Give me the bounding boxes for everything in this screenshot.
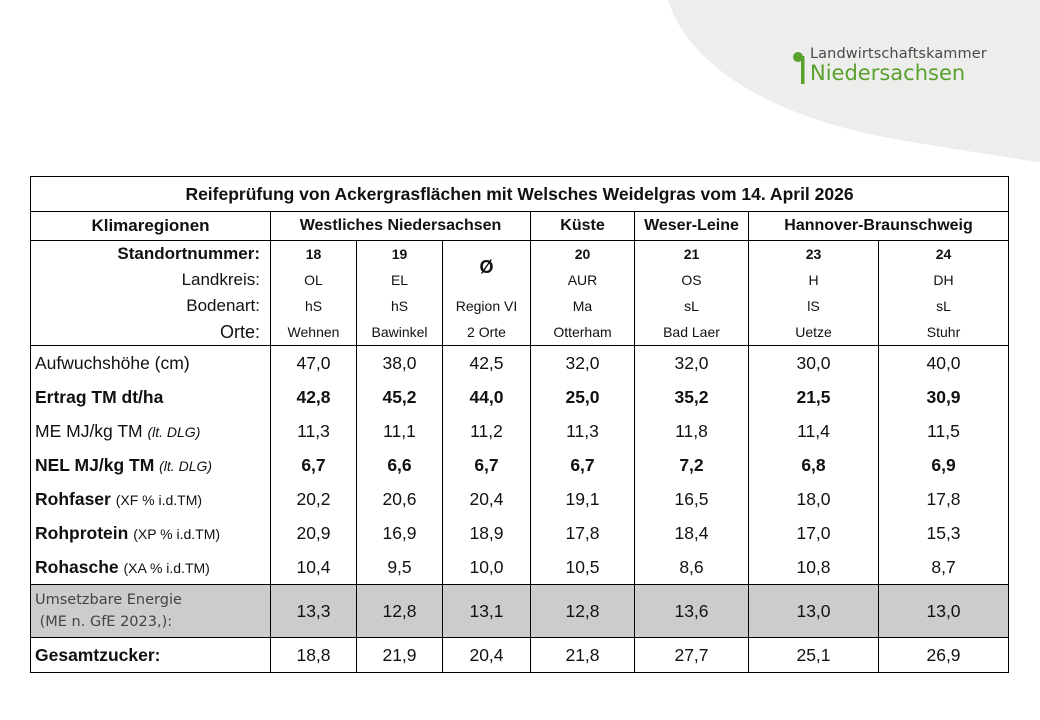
value-cell: 20,4 xyxy=(443,482,531,516)
bodenart-cell: sL xyxy=(635,293,749,319)
value-cell: 6,8 xyxy=(749,448,879,482)
ort-cell: Bad Laer xyxy=(635,319,749,346)
value-cell: 10,8 xyxy=(749,550,879,585)
regions-label: Klimaregionen xyxy=(31,212,271,241)
value-cell: 47,0 xyxy=(271,346,357,381)
standort-label: Standortnummer: xyxy=(31,241,271,268)
value-cell: 11,3 xyxy=(271,414,357,448)
table-row xyxy=(31,414,1009,448)
value-cell: 13,0 xyxy=(749,585,879,638)
value-cell: 35,2 xyxy=(635,380,749,414)
landkreis-cell: DH xyxy=(879,267,1009,293)
region-kueste: Küste xyxy=(531,212,635,241)
value-cell: 15,3 xyxy=(879,516,1009,550)
value-cell: 21,5 xyxy=(749,380,879,414)
row-label: Rohasche (XA % i.d.TM) xyxy=(31,550,271,585)
row-label: Ertrag TM dt/ha xyxy=(31,380,271,414)
table-row xyxy=(31,516,1009,550)
table-row xyxy=(31,550,1009,585)
orte-label: Orte: xyxy=(31,319,271,346)
value-cell: 17,8 xyxy=(531,516,635,550)
value-cell: 13,0 xyxy=(879,585,1009,638)
landkreis-cell: H xyxy=(749,267,879,293)
value-cell: 25,1 xyxy=(749,638,879,673)
value-cell: 9,5 xyxy=(357,550,443,585)
value-cell: 16,5 xyxy=(635,482,749,516)
landkreis-cell: OL xyxy=(271,267,357,293)
standort-24: 24 xyxy=(879,241,1009,268)
landkreis-cell: EL xyxy=(357,267,443,293)
bodenart-label: Bodenart: xyxy=(31,293,271,319)
value-cell: 21,9 xyxy=(357,638,443,673)
value-cell: 18,9 xyxy=(443,516,531,550)
value-cell: 10,0 xyxy=(443,550,531,585)
value-cell: 18,8 xyxy=(271,638,357,673)
value-cell: 45,2 xyxy=(357,380,443,414)
value-cell: 44,0 xyxy=(443,380,531,414)
value-cell: 12,8 xyxy=(357,585,443,638)
value-cell: 16,9 xyxy=(357,516,443,550)
standort-21: 21 xyxy=(635,241,749,268)
ort-cell: Otterham xyxy=(531,319,635,346)
value-cell: 20,6 xyxy=(357,482,443,516)
bodenart-cell: lS xyxy=(749,293,879,319)
regions-row xyxy=(31,212,1009,241)
region-hannover: Hannover-Braunschweig xyxy=(749,212,1009,241)
value-cell: 13,6 xyxy=(635,585,749,638)
ort-cell: Bawinkel xyxy=(357,319,443,346)
value-cell: 6,9 xyxy=(879,448,1009,482)
table-title-row xyxy=(31,177,1009,212)
bodenart-cell: Region VI xyxy=(443,293,531,319)
value-cell: 11,1 xyxy=(357,414,443,448)
value-cell: 11,2 xyxy=(443,414,531,448)
value-cell: 13,3 xyxy=(271,585,357,638)
energy-label: Umsetzbare Energie (ME n. GfE 2023,): xyxy=(31,585,271,638)
value-cell: 8,7 xyxy=(879,550,1009,585)
results-table xyxy=(30,176,1009,673)
table-row xyxy=(31,448,1009,482)
value-cell: 10,4 xyxy=(271,550,357,585)
value-cell: 11,8 xyxy=(635,414,749,448)
value-cell: 20,4 xyxy=(443,638,531,673)
bodenart-row xyxy=(31,293,1009,319)
ort-cell: Stuhr xyxy=(879,319,1009,346)
landkreis-cell: OS xyxy=(635,267,749,293)
bodenart-cell: hS xyxy=(271,293,357,319)
value-cell: 6,7 xyxy=(271,448,357,482)
ort-cell: 2 Orte xyxy=(443,319,531,346)
row-label: NEL MJ/kg TM (lt. DLG) xyxy=(31,448,271,482)
value-cell: 32,0 xyxy=(635,346,749,381)
value-cell: 6,6 xyxy=(357,448,443,482)
row-label: Aufwuchshöhe (cm) xyxy=(31,346,271,381)
value-cell: 7,2 xyxy=(635,448,749,482)
value-cell: 20,2 xyxy=(271,482,357,516)
value-cell: 18,0 xyxy=(749,482,879,516)
value-cell: 27,7 xyxy=(635,638,749,673)
value-cell: 10,5 xyxy=(531,550,635,585)
value-cell: 11,5 xyxy=(879,414,1009,448)
standort-row xyxy=(31,241,1009,268)
landkreis-cell: AUR xyxy=(531,267,635,293)
table-row xyxy=(31,380,1009,414)
standort-18: 18 xyxy=(271,241,357,268)
landkreis-label: Landkreis: xyxy=(31,267,271,293)
value-cell: 25,0 xyxy=(531,380,635,414)
table-row xyxy=(31,346,1009,381)
value-cell: 13,1 xyxy=(443,585,531,638)
value-cell: 6,7 xyxy=(531,448,635,482)
region-weser: Weser-Leine xyxy=(635,212,749,241)
standort-20: 20 xyxy=(531,241,635,268)
value-cell: 11,3 xyxy=(531,414,635,448)
value-cell: 6,7 xyxy=(443,448,531,482)
value-cell: 42,8 xyxy=(271,380,357,414)
standort-19: 19 xyxy=(357,241,443,268)
bodenart-cell: hS xyxy=(357,293,443,319)
value-cell: 32,0 xyxy=(531,346,635,381)
value-cell: 26,9 xyxy=(879,638,1009,673)
bodenart-cell: Ma xyxy=(531,293,635,319)
table-row xyxy=(31,482,1009,516)
value-cell: 17,0 xyxy=(749,516,879,550)
region-west: Westliches Niedersachsen xyxy=(271,212,531,241)
value-cell: 21,8 xyxy=(531,638,635,673)
sugar-row xyxy=(31,638,1009,673)
value-cell: 30,9 xyxy=(879,380,1009,414)
value-cell: 42,5 xyxy=(443,346,531,381)
average-cell xyxy=(443,241,531,294)
value-cell: 20,9 xyxy=(271,516,357,550)
row-label: Rohfaser (XF % i.d.TM) xyxy=(31,482,271,516)
logo-line1: Landwirtschaftskammer xyxy=(810,46,987,62)
value-cell: 11,4 xyxy=(749,414,879,448)
ort-cell: Wehnen xyxy=(271,319,357,346)
value-cell: 12,8 xyxy=(531,585,635,638)
average-symbol: Ø xyxy=(479,256,494,277)
bodenart-cell: sL xyxy=(879,293,1009,319)
logo xyxy=(792,44,1002,90)
value-cell: 8,6 xyxy=(635,550,749,585)
value-cell: 30,0 xyxy=(749,346,879,381)
energy-row xyxy=(31,585,1009,638)
row-label: Rohprotein (XP % i.d.TM) xyxy=(31,516,271,550)
value-cell: 38,0 xyxy=(357,346,443,381)
orte-row xyxy=(31,319,1009,346)
value-cell: 18,4 xyxy=(635,516,749,550)
row-label: ME MJ/kg TM (lt. DLG) xyxy=(31,414,271,448)
ort-cell: Uetze xyxy=(749,319,879,346)
sugar-label: Gesamtzucker: xyxy=(31,638,271,673)
standort-23: 23 xyxy=(749,241,879,268)
logo-line2: Niedersachsen xyxy=(810,61,966,85)
table-title: Reifeprüfung von Ackergrasflächen mit Welsches Weidelgras vom 14. April 2026 xyxy=(31,177,1009,212)
value-cell: 40,0 xyxy=(879,346,1009,381)
value-cell: 17,8 xyxy=(879,482,1009,516)
value-cell: 19,1 xyxy=(531,482,635,516)
logo-leaf-icon xyxy=(792,50,808,84)
